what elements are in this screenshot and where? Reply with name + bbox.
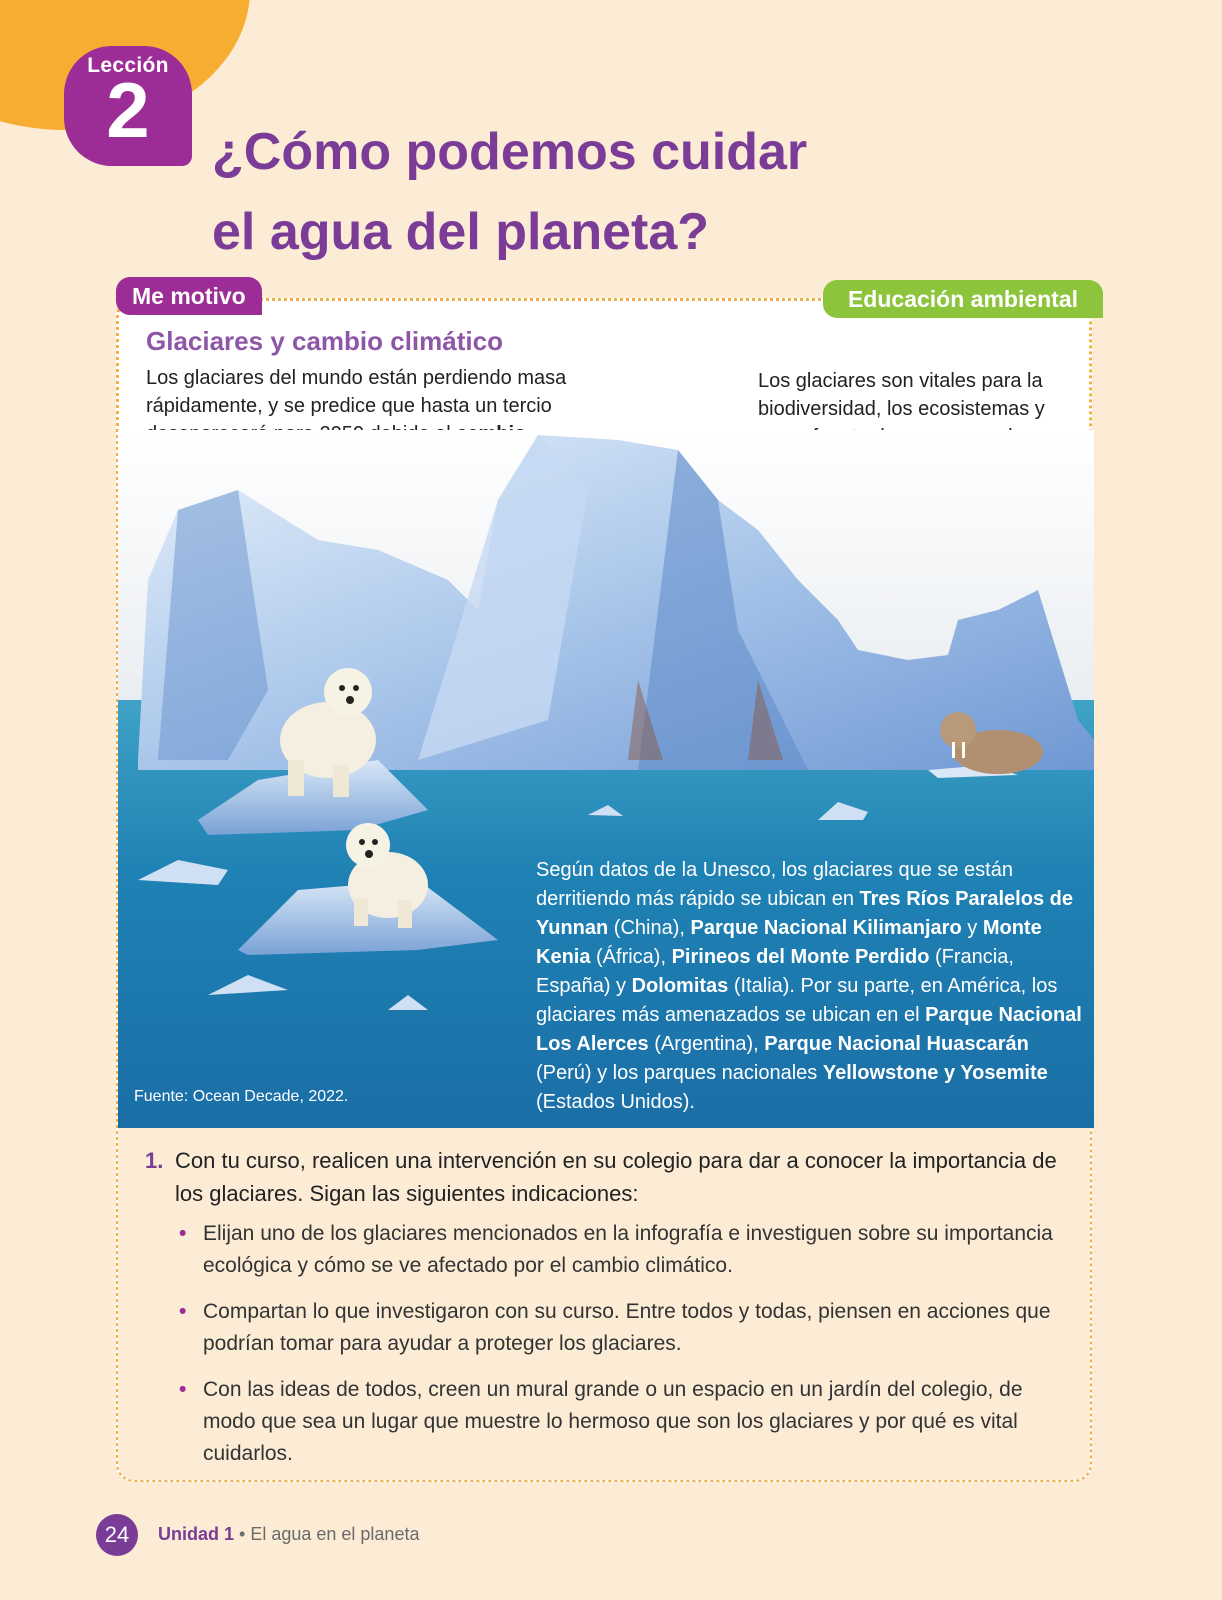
unesco-text: Según datos de la Unesco, los glaciares que se están derritiendo más rápido se ubican en Tres Ríos Paralelos de Yunnan (China), Parque Nacional Kilimanjaro y Monte Kenia (África), Pirineos del Monte Perdido (Francia, España) y Dolomitas (Italia). Por su parte, en América, los glaciares más amenazados se ubican en el Parque Nacional Los Alerces (Argentina), Parque Nacional Huascarán (Perú) y los parques nacionales Yellowstone y Yosemite (Estados Unidos). [536, 859, 1082, 1113]
lesson-badge [64, 46, 192, 166]
lesson-label: Lección [87, 54, 169, 77]
title-line-1: ¿Cómo podemos cuidar [212, 123, 808, 181]
bullet-item: • Elijan uno de los glaciares mencionados en la infografía e investiguen sobre su importancia ecológica y cómo se ve afectado por el cambio climático. [175, 1218, 1075, 1282]
activity-prompt: Con tu curso, realicen una intervención en su colegio para dar a conocer la importancia de los glaciares. Sigan las siguientes indicaciones: [175, 1148, 1057, 1206]
bullet-item: • Con las ideas de todos, creen un mural grande o un espacio en un jardín del colegio, de modo que sea un lugar que muestre lo hermoso que son los glaciares y por qué es vital cuidarlos. [175, 1374, 1075, 1470]
page-number: 24 [96, 1514, 138, 1556]
activity-number: 1. [145, 1148, 164, 1173]
lesson-number: 2 [106, 66, 150, 154]
bullet-dot-icon: • [179, 1300, 187, 1323]
bullet-item: • Compartan lo que investigaron con su curso. Entre todos y todas, piensen en acciones que podrían tomar para ayudar a proteger los glaciares. [175, 1296, 1075, 1360]
bullet-dot-icon: • [179, 1222, 187, 1245]
footer-unit: Unidad 1 • El agua en el planeta [158, 1524, 420, 1544]
bullet-dot-icon: • [179, 1378, 187, 1401]
page-title [212, 112, 912, 272]
section-title: Glaciares y cambio climático [146, 326, 503, 356]
source-citation: Fuente: Ocean Decade, 2022. [134, 1088, 349, 1105]
intro-left-text: Los glaciares del mundo están perdiendo masa rápidamente, y se predice que hasta un tercio [146, 367, 567, 417]
me-motivo-tag: Me motivo [116, 277, 262, 315]
intro-right-text: Los glaciares son vitales para la biodiversidad, los ecosistemas y [758, 370, 1045, 420]
title-line-2: el agua del planeta? [212, 203, 710, 261]
educacion-ambiental-tag: Educación ambiental [823, 280, 1103, 318]
activity-bullets [175, 1218, 1075, 1470]
activity-1 [145, 1144, 1075, 1484]
